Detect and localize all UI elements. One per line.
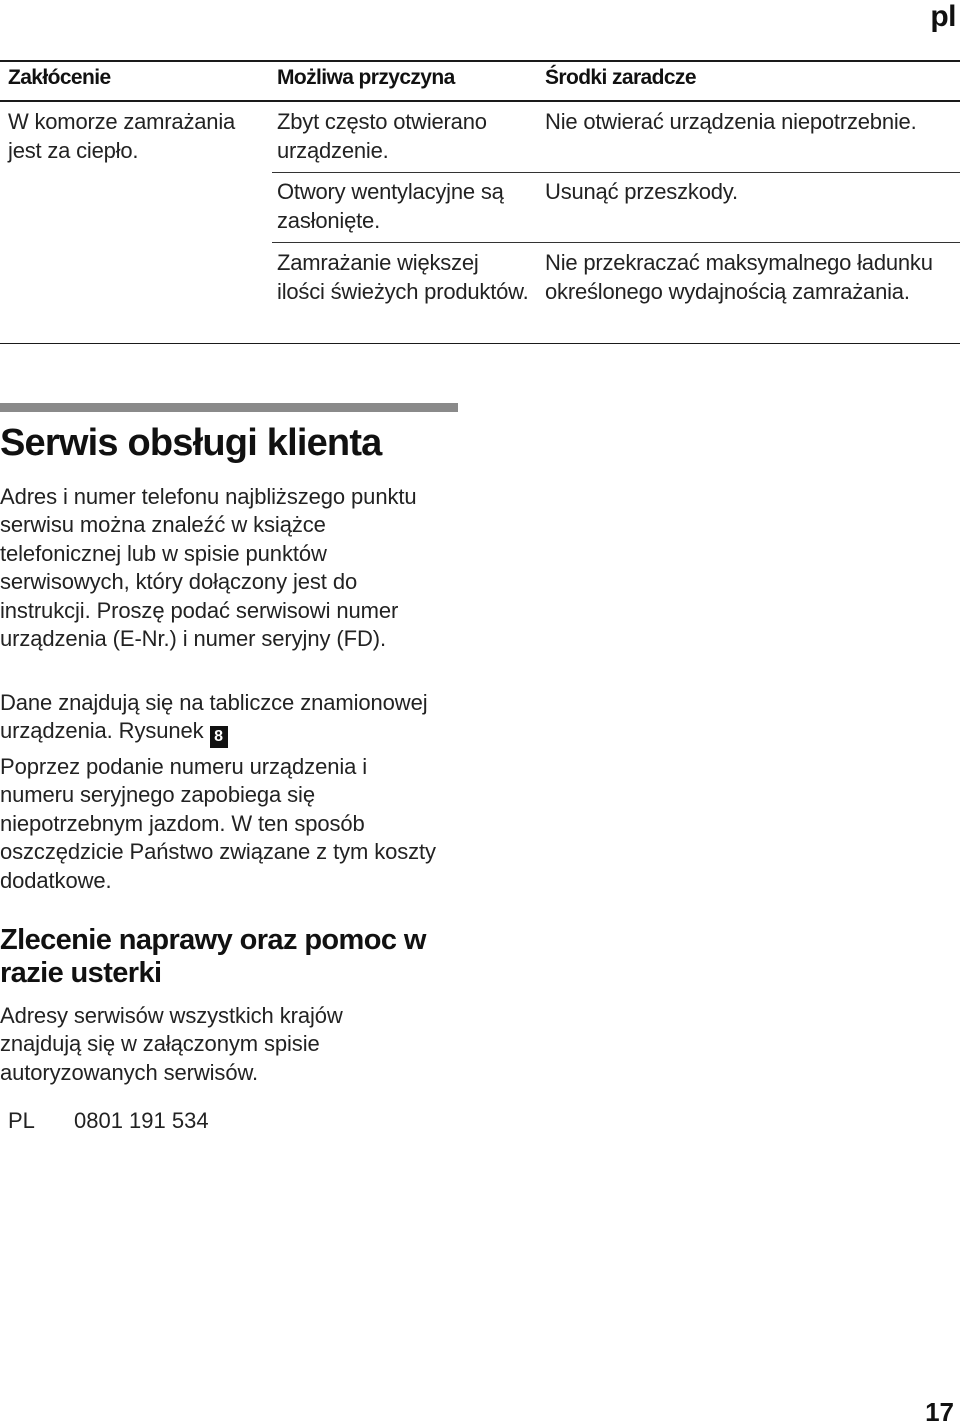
service-paragraph-1: Adres i numer telefonu najbliższego punktu serwisu można znaleźć w książce telefonicznej lub w spisie punktów serwisowych, który dołączony jest do instrukcji. Proszę podać serwisowi numer urządzenia (E-Nr.) i numer seryjny (FD). <box>0 484 417 652</box>
cause-cell-1: Zbyt często otwierano urządzenie. <box>277 109 487 163</box>
column-header-remedy: Środki zaradcze <box>545 66 696 89</box>
table-row-divider <box>272 172 960 173</box>
remedy-cell-2: Usunąć przeszkody. <box>545 179 738 204</box>
column-header-cause: Możliwa przyczyna <box>277 66 455 89</box>
phone-country-code: PL <box>8 1108 35 1133</box>
language-label: pl <box>930 0 956 33</box>
remedy-cell-3: Nie przekraczać maksymalnego ładunku określonego wydajnością zamrażania. <box>545 250 933 304</box>
cause-cell-3: Zamrażanie większej ilości świeżych produktów. <box>277 250 529 304</box>
figure-reference-badge: 8 <box>210 726 228 748</box>
service-section-title: Serwis obsługi klienta <box>0 422 382 464</box>
phone-number: 0801 191 534 <box>74 1108 209 1133</box>
repair-paragraph: Adresy serwisów wszystkich krajów znajdują się w załączonym spisie autoryzowanych serwisów. <box>0 1003 343 1085</box>
service-paragraph-2-text: Dane znajdują się na tabliczce znamionowej urządzenia. Rysunek <box>0 690 428 744</box>
cause-cell-2: Otwory wentylacyjne są zasłonięte. <box>277 179 504 233</box>
remedy-cell-1: Nie otwierać urządzenia niepotrzebnie. <box>545 109 917 134</box>
column-header-fault: Zakłócenie <box>8 66 111 89</box>
table-top-rule <box>0 60 960 62</box>
table-row-divider <box>272 242 960 243</box>
page-number: 17 <box>925 1397 954 1427</box>
repair-section-title: Zlecenie naprawy oraz pomoc w razie usterki <box>0 924 426 989</box>
table-bottom-rule <box>0 343 960 344</box>
section-accent-bar <box>0 403 458 412</box>
service-paragraph-2 <box>0 689 440 748</box>
fault-cell: W komorze zamrażania jest za ciepło. <box>8 109 236 163</box>
service-paragraph-3: Poprzez podanie numeru urządzenia i numeru seryjnego zapobiega się niepotrzebnym jazdom. W ten sposób oszczędzicie Państwo związane z tym koszty dodatkowe. <box>0 754 436 893</box>
table-header-rule <box>0 100 960 102</box>
